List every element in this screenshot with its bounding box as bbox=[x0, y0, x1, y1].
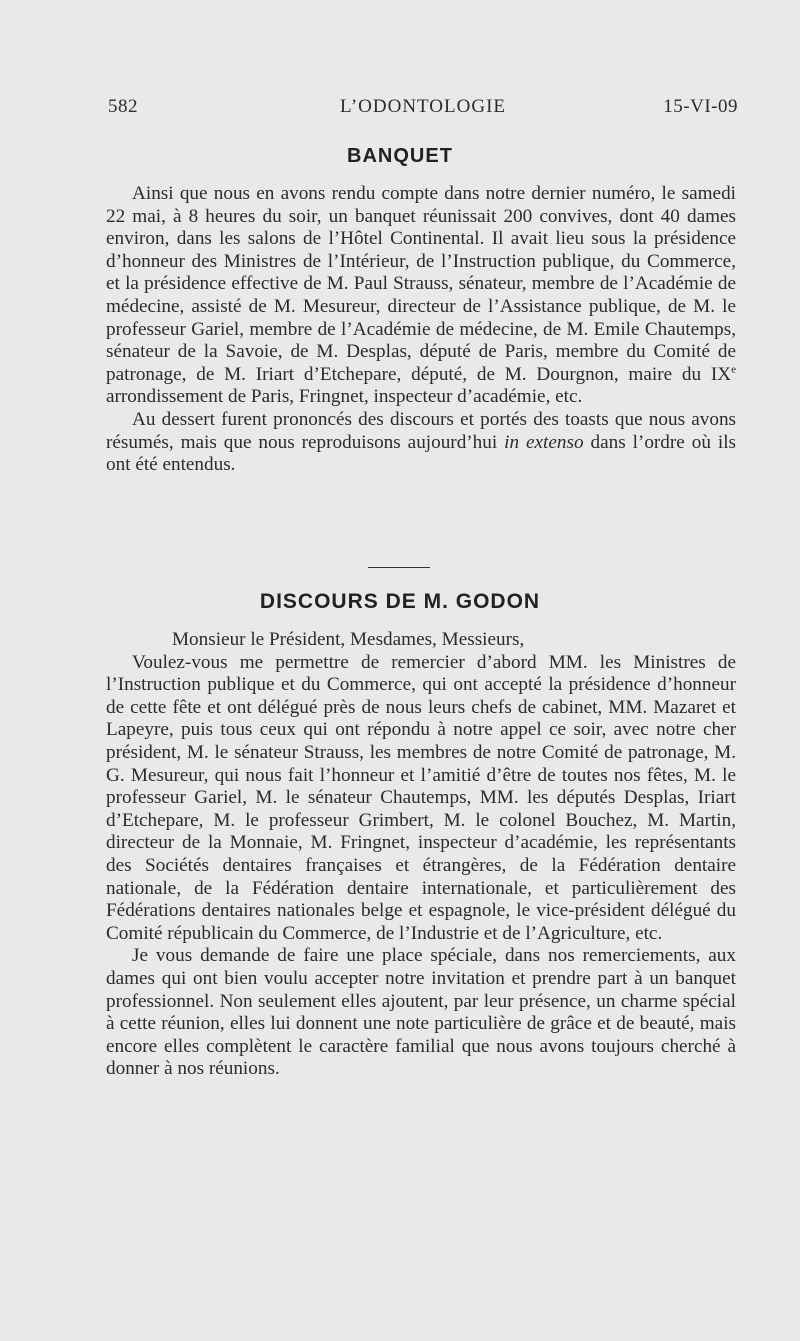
banquet-paragraph bbox=[106, 183, 736, 409]
speech-paragraph: Voulez-vous me permettre de remercier d’abord MM. les Ministres de l’Instruction publique et du Commerce, qui ont accepté la présidence d’honneur de cette fête et ont délégué près de nous leurs chefs de cabinet, MM. Mazaret et Lapeyre, puis tous ceux qui ont répondu à notre appel ce soir, avec notre cher président, M. le sénateur Strauss, les membres de notre Comité de patronage, M. G. Mesureur, qui nous fait l’honneur et l’amitié d’être de toutes nos fêtes, M. le professeur Gariel, M. le sénateur Chautemps, MM. les députés Desplas, Iriart d’Etchepare, M. le professeur Grimbert, M. le colonel Bouchez, M. Martin, directeur de la Monnaie, M. Fringnet, inspecteur d’académie, les représentants des Sociétés dentaires françaises et étrangères, de la Fédération dentaire nationale, de la Fédération dentaire internationale, et particulièrement des Fédérations dentaires nationales belge et espagnole, le vice-président délégué du Comité républicain du Commerce, de l’Industrie et de l’Agriculture, etc. bbox=[106, 651, 736, 944]
banquet-paragraph-1-text: Ainsi que nous en avons rendu compte dans notre dernier numéro, le samedi 22 mai, à 8 heures du soir, un banquet réunissait 200 convives, dont 40 dames environ, dans les salons de l’Hôtel Continental. Il avait lieu sous la présidence d’honneur des Ministres de l’Intérieur, de l’Instruction publique, du Commerce, et la présidence effective de M. Paul Strauss, sénateur, membre de l’Académie de médecine, assisté de M. Mesureur, directeur de l’Assistance publique, de M. le professeur Gariel, membre de l’Académie de médecine, de M. Emile Chautemps, sénateur de la Savoie, de M. Desplas, député de Paris, membre du Comité de patronage, de M. Iriart d’Etchepare, député, de M. Dourgnon, maire du IX bbox=[106, 183, 736, 385]
banquet-heading: BANQUET bbox=[347, 145, 453, 167]
ordinal-superscript: e bbox=[731, 363, 736, 376]
banquet-paragraph-1-end: arrondissement de Paris, Fringnet, inspecteur d’académie, etc. bbox=[106, 386, 583, 408]
banquet-paragraph-2-text: Au dessert furent prononcés des discours et portés des toasts que nous avons résumés, mais que nous reproduisons aujourd’hui bbox=[106, 408, 736, 453]
page-number: 582 bbox=[108, 96, 138, 117]
speech-article bbox=[106, 629, 736, 1081]
running-header bbox=[108, 96, 738, 124]
banquet-article bbox=[106, 183, 736, 477]
journal-title: L’ODONTOLOGIE bbox=[339, 96, 507, 117]
banquet-paragraph bbox=[106, 409, 736, 477]
banquet-paragraph-2-end: dans l’ordre où ils ont été entendus. bbox=[106, 431, 736, 476]
speech-heading: DISCOURS DE M. GODON bbox=[259, 590, 541, 613]
italic-phrase: in extenso bbox=[504, 431, 584, 453]
speech-salutation: Monsieur le Président, Mesdames, Messieurs, bbox=[172, 629, 525, 650]
section-divider bbox=[368, 567, 430, 568]
issue-date: 15-VI-09 bbox=[663, 96, 738, 117]
speech-paragraph: Je vous demande de faire une place spéciale, dans nos remerciements, aux dames qui ont bien voulu accepter notre invitation et prendre part à un banquet professionnel. Non seulement elles ajoutent, par leur présence, un charme spécial à cette réunion, elles lui donnent une note particulière de grâce et de beauté, mais encore elles complètent le caractère familial que nous avons toujours cherché à donner à nos réunions. bbox=[106, 945, 736, 1080]
